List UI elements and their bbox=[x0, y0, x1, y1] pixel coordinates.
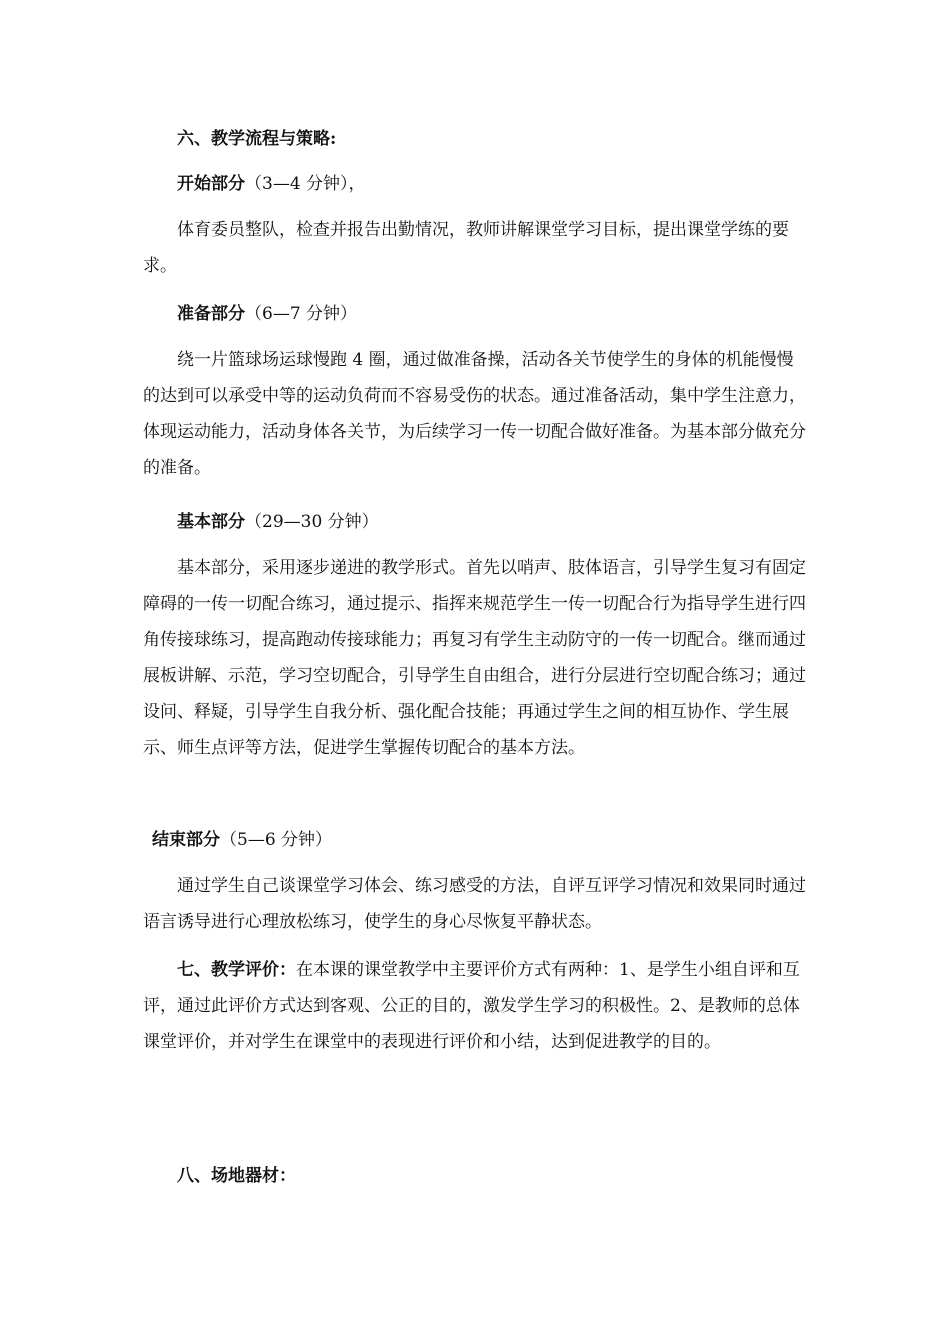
basic-part-time: （29—30 分钟） bbox=[245, 512, 379, 532]
section-7-heading: 七、教学评价： bbox=[177, 960, 296, 980]
section-6-heading bbox=[143, 121, 808, 157]
start-part-body: 体育委员整队，检查并报告出勤情况，教师讲解课堂学习目标，提出课堂学练的要求。 bbox=[143, 220, 789, 276]
prep-part-time: （6—7 分钟） bbox=[245, 304, 358, 324]
prep-part-heading bbox=[143, 296, 808, 332]
section-6-heading-text: 六、教学流程与策略: bbox=[177, 129, 337, 149]
prep-part-body: 绕一片篮球场运球慢跑 4 圈，通过做准备操，活动各关节使学生的身体的机能慢慢的达到可以承受中等的运动负荷而不容易受伤的状态。通过准备活动，集中学生注意力，体现运动能力，活动身体各关节，为后续学习一传一切配合做好准备。为基本部分做充分的准备。 bbox=[143, 350, 806, 478]
basic-part-label: 基本部分 bbox=[177, 512, 245, 532]
section-8-heading bbox=[143, 1158, 808, 1194]
start-part-heading bbox=[143, 166, 808, 202]
section-7 bbox=[143, 952, 808, 1060]
end-part-label: 结束部分 bbox=[152, 830, 220, 850]
section-8-heading-text: 八、场地器材： bbox=[177, 1166, 296, 1186]
prep-part-label: 准备部分 bbox=[177, 304, 245, 324]
end-part-heading bbox=[152, 822, 817, 858]
end-part-body: 通过学生自己谈课堂学习体会、练习感受的方法，自评互评学习情况和效果同时通过语言诱导进行心理放松练习，使学生的身心尽恢复平静状态。 bbox=[143, 876, 806, 932]
start-part-label: 开始部分 bbox=[177, 174, 245, 194]
end-part-time: （5—6 分钟） bbox=[220, 830, 333, 850]
basic-part-heading bbox=[143, 504, 808, 540]
start-part-time: （3—4 分钟）， bbox=[245, 174, 366, 194]
section-7-body: 在本课的课堂教学中主要评价方式有两种：1、是学生小组自评和互评，通过此评价方式达到客观、公正的目的，激发学生学习的积极性。2、是教师的总体课堂评价，并对学生在课堂中的表现进行评价和小结，达到促进教学的目的。 bbox=[143, 960, 800, 1052]
basic-part-body: 基本部分，采用逐步递进的教学形式。首先以哨声、肢体语言，引导学生复习有固定障碍的一传一切配合练习，通过提示、指挥来规范学生一传一切配合行为指导学生进行四角传接球练习，提高跑动传接球能力；再复习有学生主动防守的一传一切配合。继而通过展板讲解、示范，学习空切配合，引导学生自由组合，进行分层进行空切配合练习；通过设问、释疑，引导学生自我分析、强化配合技能；再通过学生之间的相互协作、学生展示、师生点评等方法，促进学生掌握传切配合的基本方法。 bbox=[143, 558, 806, 758]
